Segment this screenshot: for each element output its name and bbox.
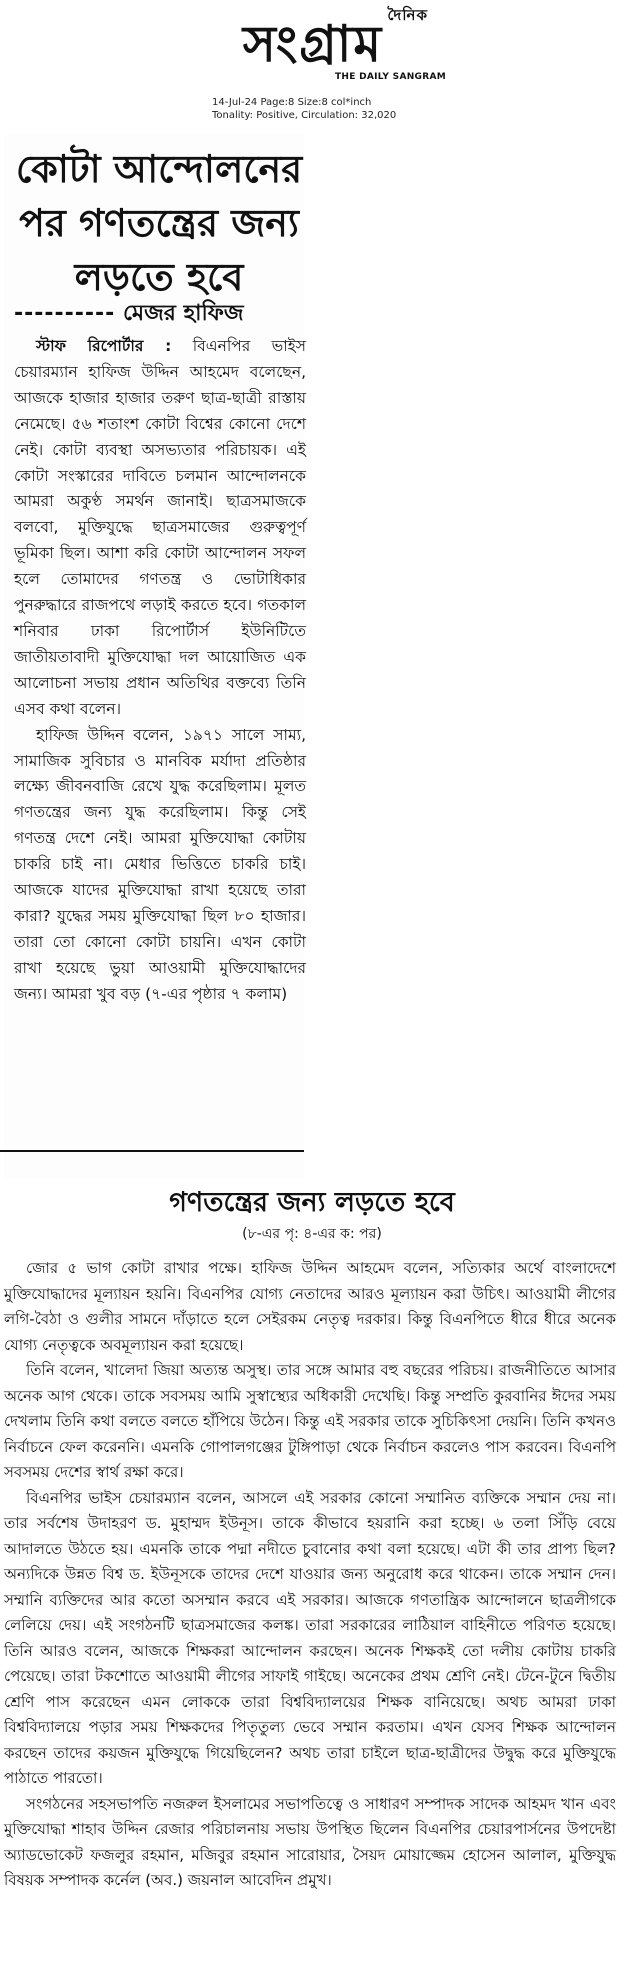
continuation-paragraph: সংগঠনের সহসভাপতি নজরুল ইসলামের সভাপতিত্বে ও সাধারণ সম্পাদক সাদেক আহমদ খান এবং মুক্তিযোদ্ধা শাহাব উদ্দিন রেজার পরিচালনায় সভায় উপস্থিত ছিলেন বিএনপির চেয়ারপার্সনের উপদেষ্টা অ্যাডভোকেট ফজলুর রহমান, মজিবুর রহমান সারোয়ার, সৈয়দ মোয়াজ্জেম হোসেন আলাল, মুক্তিযুদ্ধ বিষয়ক সম্পাদক কর্নেল (অব.) জয়নাল আবেদিন প্রমুখ।	[4, 1794, 616, 1889]
logo-daily-label: দৈনিক	[387, 6, 428, 24]
continuation-paragraph: তিনি বলেন, খালেদা জিয়া অত্যন্ত অসুস্থ। তার সঙ্গে আমার বহু বছরের পরিচয়। রাজনীতিতে আসার অনেক আগ থেকে। তাকে সবসময় আমি সুস্বাস্থ্যের অধিকারী দেখেছি। কিন্তু সম্প্রতি কুরবানির ঈদের সময় দেখলাম তিনি কথা বলতে বলতে হাঁপিয়ে উঠেন। কিন্তু এই সরকার তাকে সুচিকিৎসা দেয়নি। তিনি কখনও নির্বাচনে ফেল করেননি। এমনকি গোপালগঞ্জের টুঙ্গিপাড়া থেকে নির্বাচন করলেও পাস করবেন। বিএনপি সবসময় দেশের স্বার্থ রক্ষা করে।	[4, 1361, 616, 1481]
continuation-body	[4, 1256, 616, 1894]
article-main	[4, 134, 304, 1179]
article-body	[14, 334, 306, 1008]
newspaper-logo	[168, 4, 458, 84]
logo-subtitle: THE DAILY SANGRAM	[334, 72, 446, 82]
meta-tonality: Tonality: Positive, Circulation: 32,020	[212, 110, 397, 121]
section-divider	[0, 1150, 304, 1152]
article-continuation	[0, 1176, 624, 1970]
staff-reporter-label: স্টাফ রিপোর্টার :	[36, 337, 172, 355]
byline-dashes: ----------	[14, 301, 116, 326]
meta-page-info: 14-Jul-24 Page:8 Size:8 col*inch	[212, 97, 372, 108]
continuation-jump-line: (৮-এর পৃ: ৪-এর ক: পর)	[242, 1226, 382, 1242]
article-paragraph	[14, 334, 306, 723]
article-headline: কোটা আন্দোলনের পর গণতন্ত্রের জন্য লড়তে হবে	[15, 147, 303, 299]
masthead	[0, 0, 624, 121]
byline	[14, 296, 309, 333]
continuation-paragraph: জোর ৫ ভাগ কোটা রাখার পক্ষে। হাফিজ উদ্দিন আহমেদ বলেন, সত্যিকার অর্থে বাংলাদেশে মুক্তিযোদ্ধাদের মূল্যায়ন হয়নি। বিএনপির যোগ্য নেতাদের আরও মূল্যায়ন করা উচিৎ। আওয়ামী লীগের লগি-বৈঠা ও গুলীর সামনে দাঁড়াতে হলে সেইরকম নেতৃত্ব দরকার। কিন্তু বিএনপিতে ধীরে ধীরে অনেক যোগ্য নেতৃত্বকে অবমূল্যায়ন করা হয়েছে।	[4, 1259, 616, 1354]
paragraph-text: বিএনপির ভাইস চেয়ারম্যান হাফিজ উদ্দিন আহমেদ বলেছেন, আজকে হাজার হাজার তরুণ ছাত্র-ছাত্রী রাস্তায় নেমেছে। ৫৬ শতাংশ কোটা বিশ্বের কোনো দেশে নেই। কোটা ব্যবস্থা অসভ্যতার পরিচায়ক। এই কোটা সংস্কারের দাবিতে চলমান আন্দোলনকে আমরা অকুণ্ঠ সমর্থন জানাই। ছাত্রসমাজকে বলবো, মুক্তিযুদ্ধে ছাত্রসমাজের গুরুত্বপূর্ণ ভূমিকা ছিল। আশা করি কোটা আন্দোলন সফল হলে তোমাদের গণতন্ত্র ও ভোটাধিকার পুনরুদ্ধারে রাজপথে লড়াই করতে হবে। গতকাল শনিবার ঢাকা রিপোর্টার্স ইউনিটিতে জাতীয়তাবাদী মুক্তিযোদ্ধা দল আয়োজিত এক আলোচনা সভায় প্রধান অতিথির বক্তব্যে তিনি এসব কথা বলেন।	[14, 337, 306, 718]
continuation-title: গণতন্ত্রের জন্য লড়তে হবে	[169, 1187, 455, 1218]
clipping-meta	[212, 96, 396, 122]
byline-author: মেজর হাফিজ	[122, 301, 244, 326]
logo-name: সংগ্রাম	[242, 15, 384, 73]
article-paragraph: হাফিজ উদ্দিন বলেন, ১৯৭১ সালে সাম্য, সামাজিক সুবিচার ও মানবিক মর্যাদা প্রতিষ্ঠার লক্ষ্যে জীবনবাজি রেখে যুদ্ধ করেছিলাম। মূলত গণতন্ত্রের জন্য যুদ্ধ করেছিলাম। কিন্তু সেই গণতন্ত্র দেশে নেই। আমরা মুক্তিযোদ্ধা কোটায় চাকরি চাই না। মেধার ভিত্তিতে চাকরি চাই। আজকে যাদের মুক্তিযোদ্ধা রাখা হয়েছে তারা কারা? যুদ্ধের সময় মুক্তিযোদ্ধা ছিল ৮০ হাজার। তারা তো কোনো কোটা চায়নি। এখন কোটা রাখা হয়েছে ভুয়া আওয়ামী মুক্তিযোদ্ধাদের জন্য। আমরা খুব বড় (৭-এর পৃষ্ঠার ৭ কলাম)	[14, 725, 306, 1003]
continuation-paragraph: বিএনপির ভাইস চেয়ারম্যান বলেন, আসলে এই সরকার কোনো সম্মানিত ব্যক্তিকে সম্মান দেয় না। তার সর্বশেষ উদাহরণ ড. মুহাম্মদ ইউনূস। তাকে কীভাবে হয়রানি করা হচ্ছে। ৬ তলা সিঁড়ি বেয়ে আদালতে উঠতে হয়। এমনকি তাকে পদ্মা নদীতে চুবানোর কথা বলা হয়েছে। এটা কী তার প্রাপ্য ছিল? অন্যদিকে উন্নত বিশ্ব ড. ইউনূসকে তাদের দেশে যাওয়ার জন্য অনুরোধ করে থাকেন। তাকে সম্মান দেন। সম্মানি ব্যক্তিদের আর কতো অসম্মান করবে এই সরকার। আজকে গণতান্ত্রিক আন্দোলনে ছাত্রলীগকে লেলিয়ে দেয়। এই সংগঠনটি ছাত্রসমাজের কলঙ্ক। তারা সরকারের লাঠিয়াল বাহিনীতে পরিণত হয়েছে। তিনি আরও বলেন, আজকে শিক্ষকরা আন্দোলন করছেন। অনেক শিক্ষকই তো দলীয় কোটায় চাকরি পেয়েছে। তারা টকশোতে আওয়ামী লীগের সাফাই গাইছে। অনেকের প্রথম শ্রেণি নেই। টেনে-টুনে দ্বিতীয় শ্রেণি পাস করেছেন এমন লোককে তারা বিশ্ববিদ্যালয়ের শিক্ষক বানিয়েছে। অথচ আমরা ঢাকা বিশ্ববিদ্যালয়ে পড়ার সময় শিক্ষকদের পিতৃতুল্য ভেবে সম্মান করতাম। এখন যেসব শিক্ষক আন্দোলন করছেন তাদের কয়জন মুক্তিযুদ্ধে গিয়েছিলেন? অথচ তারা চাইলে ছাত্র-ছাত্রীদের উদ্বুদ্ধ করে মুক্তিযুদ্ধে পাঠাতে পারতো।	[4, 1488, 616, 1787]
